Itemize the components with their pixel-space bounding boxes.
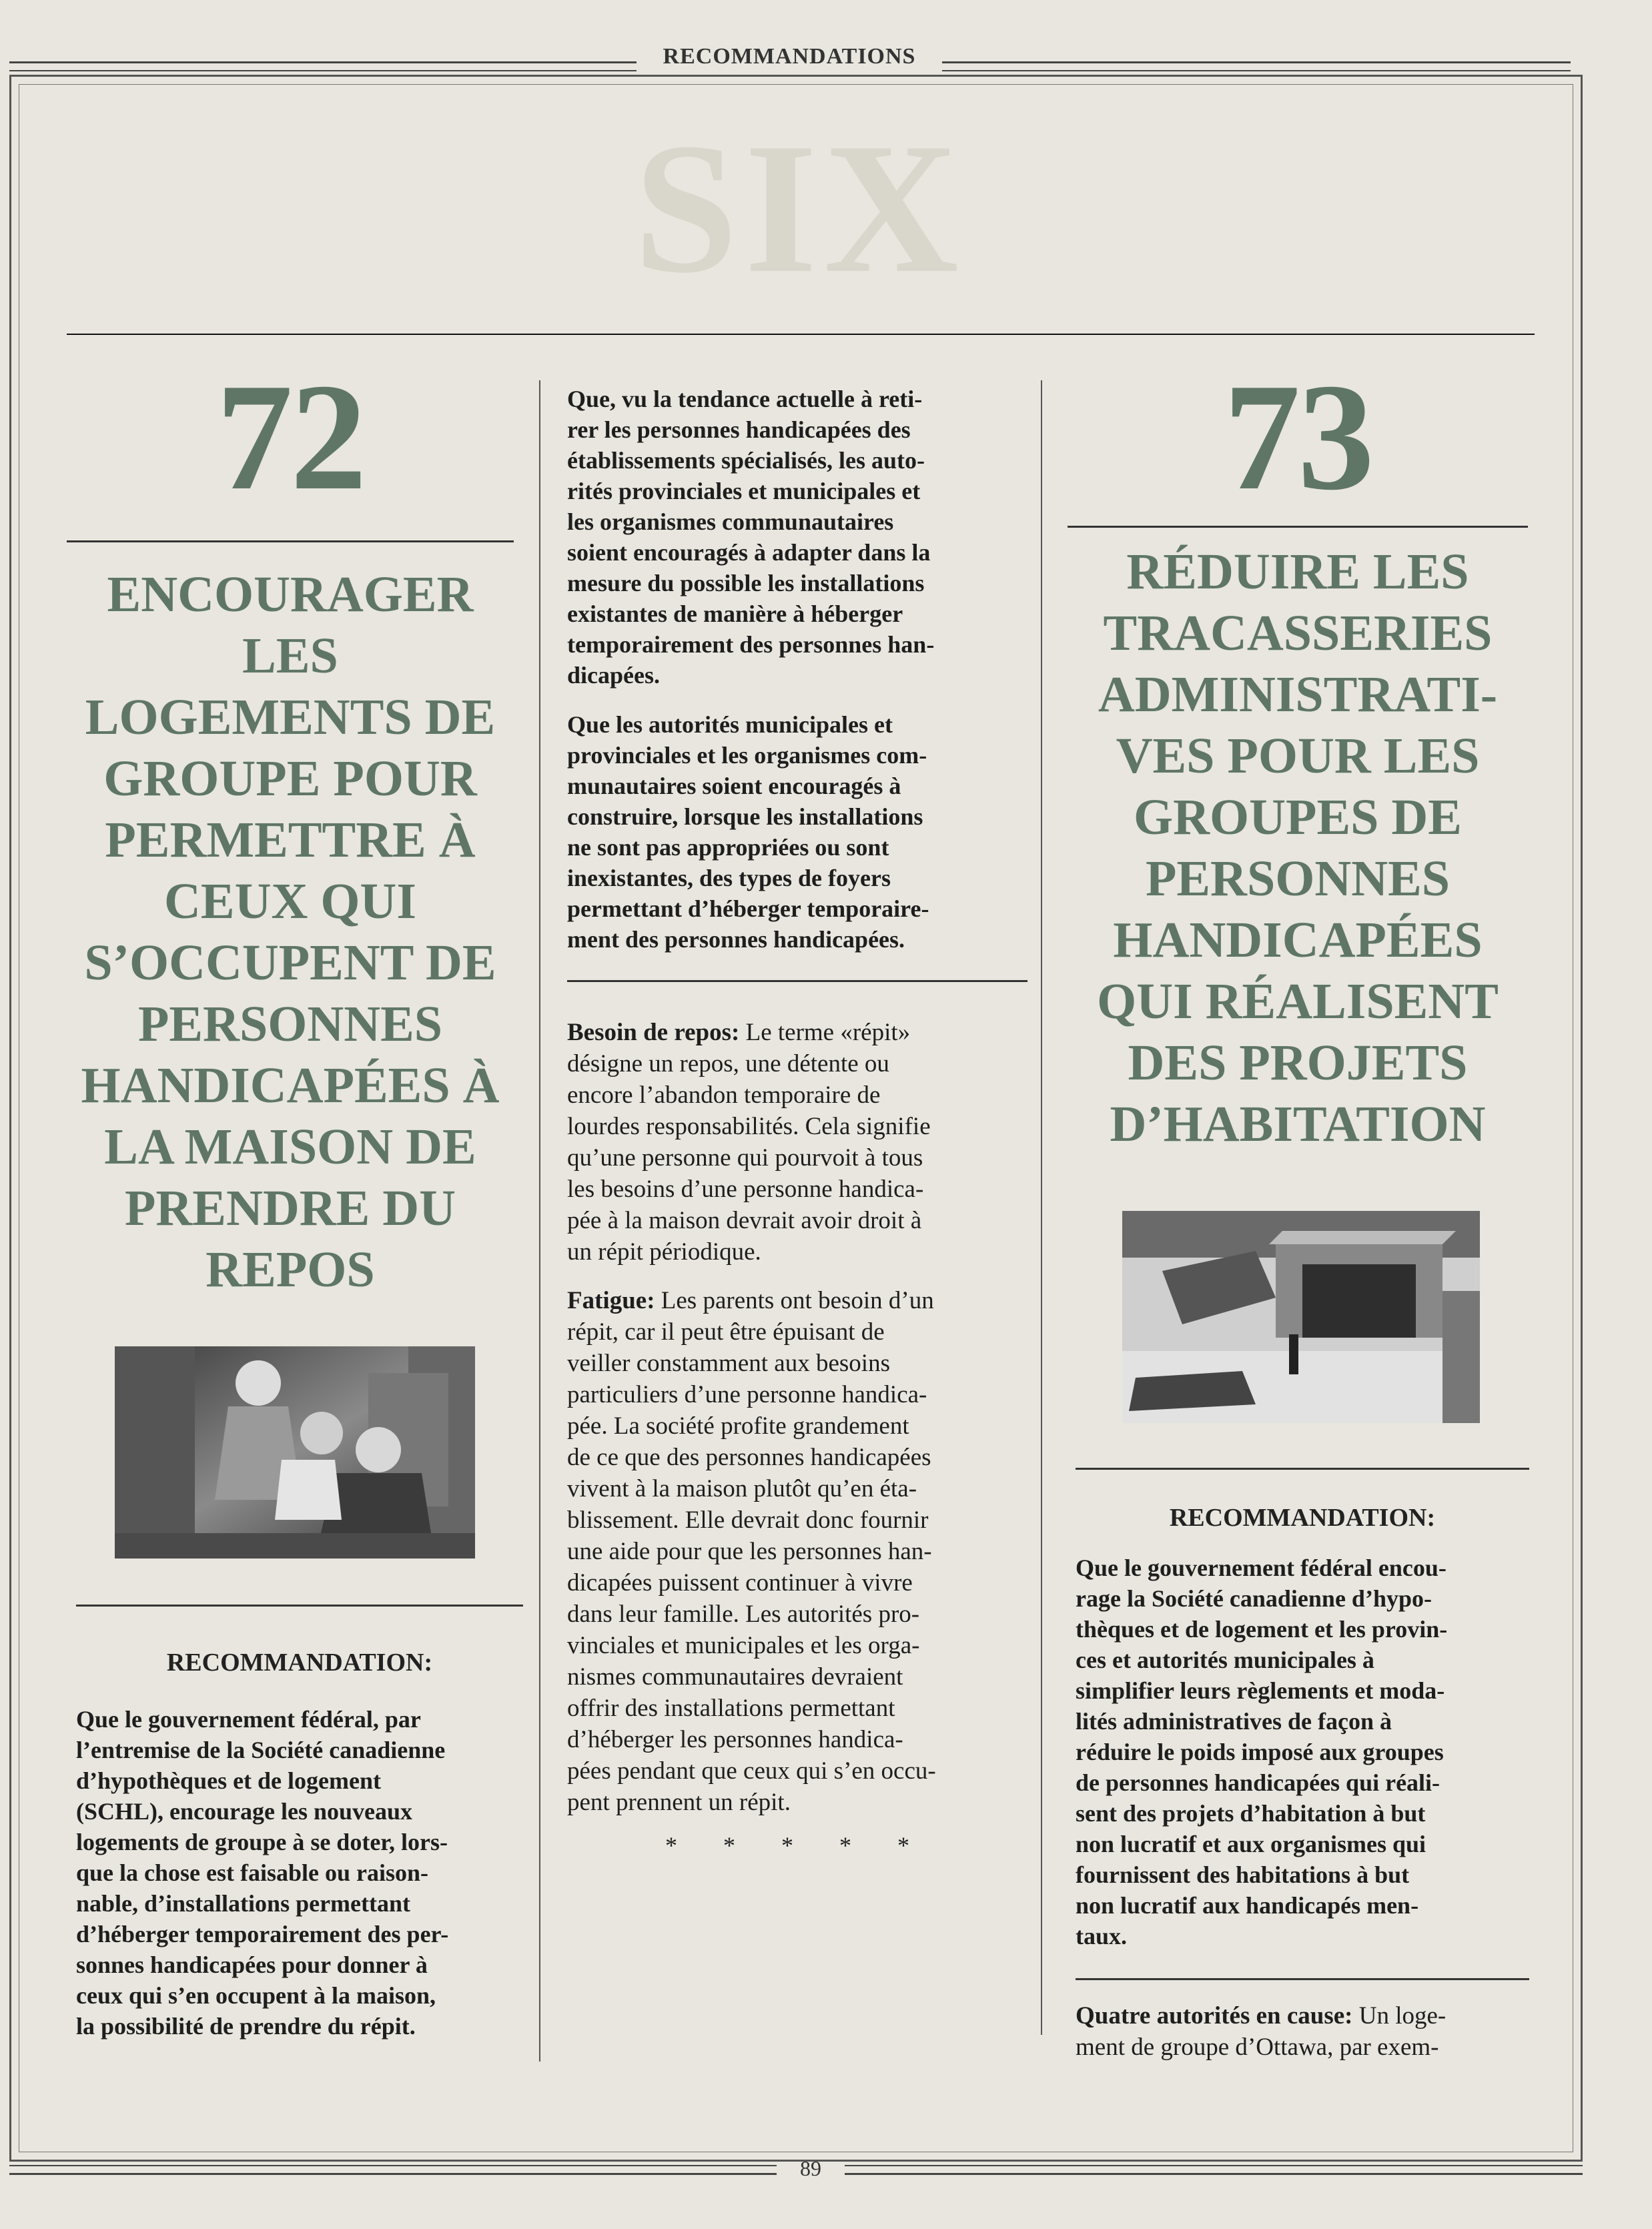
text-line: l’entremise de la Société canadienne bbox=[76, 1737, 446, 1763]
recommendation-73-box bbox=[1076, 1468, 1529, 2063]
photo-children bbox=[115, 1346, 475, 1558]
page-number: 89 bbox=[800, 2156, 821, 2180]
text-line: répit, car il peut être épuisant de bbox=[567, 1318, 885, 1346]
paragraph-label: Besoin de repos: bbox=[567, 1019, 740, 1046]
text-line: vinciales et municipales et les orga- bbox=[567, 1632, 920, 1659]
column-separator-right bbox=[1041, 380, 1042, 2035]
ghost-heading: SIX bbox=[634, 104, 965, 312]
rec-rule bbox=[1076, 1468, 1529, 1470]
text-line: ADMINISTRATI- bbox=[1098, 666, 1498, 723]
text-line: d’héberger temporairement des per- bbox=[76, 1921, 449, 1947]
text-line: HANDICAPÉES À bbox=[81, 1057, 500, 1113]
text-line: existantes de manière à héberger bbox=[567, 600, 903, 627]
middle-recommendation-1 bbox=[567, 384, 1027, 691]
text-line: rer les personnes handicapées des bbox=[567, 416, 911, 443]
text-line: sonnes handicapées pour donner à bbox=[76, 1951, 428, 1978]
text-line: Un loge- bbox=[1352, 2002, 1447, 2030]
text-line: taux. bbox=[1076, 1923, 1128, 1949]
text-line: pent prennent un répit. bbox=[567, 1789, 791, 1816]
text-line: ne sont pas appropriées ou sont bbox=[567, 834, 889, 861]
text-line: les besoins d’une personne handica- bbox=[567, 1176, 924, 1203]
text-line: non lucratif et aux organismes qui bbox=[1076, 1831, 1426, 1857]
paragraph-quatre-autorites bbox=[1076, 2000, 1529, 2063]
text-line: blissement. Elle devrait donc fournir bbox=[567, 1506, 929, 1534]
rec-heading: RECOMMANDATION: bbox=[1169, 1504, 1436, 1532]
text-line: réduire le poids imposé aux groupes bbox=[1076, 1739, 1444, 1765]
text-line: (SCHL), encourage les nouveaux bbox=[76, 1798, 412, 1825]
text-line: vivent à la maison plutôt qu’en éta- bbox=[567, 1475, 917, 1502]
recommendation-number-73: 73 bbox=[1224, 352, 1372, 522]
text-line: Que, vu la tendance actuelle à reti- bbox=[567, 386, 923, 412]
text-line: mesure du possible les installations bbox=[567, 570, 925, 596]
text-line: la possibilité de prendre du répit. bbox=[76, 2013, 416, 2040]
recommendation-72-title bbox=[67, 564, 514, 1300]
text-line: PERSONNES bbox=[137, 996, 443, 1052]
text-line: DES PROJETS bbox=[1128, 1035, 1468, 1091]
text-line: CEUX QUI bbox=[164, 873, 416, 929]
text-line: un répit périodique. bbox=[567, 1238, 761, 1266]
text-line: d’héberger les personnes handica- bbox=[567, 1726, 903, 1753]
paragraph-besoin-de-repos bbox=[567, 1017, 1027, 1268]
rec-bottom-rule bbox=[1076, 1978, 1529, 1980]
text-line: TRACASSERIES bbox=[1103, 605, 1493, 661]
text-line: établissements spécialisés, les auto- bbox=[567, 447, 925, 474]
text-line: Que les autorités municipales et bbox=[567, 711, 893, 738]
text-line: pée. La société profite grandement bbox=[567, 1412, 909, 1440]
text-line: LOGEMENTS DE bbox=[85, 689, 496, 745]
text-line: Que le gouvernement fédéral encou- bbox=[1076, 1554, 1447, 1581]
text-line: particuliers d’une personne handica- bbox=[567, 1381, 927, 1408]
text-line: RÉDUIRE LES bbox=[1126, 544, 1469, 600]
text-line: veiller constamment aux besoins bbox=[567, 1350, 890, 1377]
text-line: pée à la maison devrait avoir droit à bbox=[567, 1207, 922, 1234]
header-rule-right bbox=[942, 61, 1571, 71]
text-line: GROUPE POUR bbox=[103, 751, 477, 807]
rec-rule bbox=[76, 1605, 523, 1607]
footer-rule-right bbox=[845, 2165, 1583, 2175]
paragraph-label: Quatre autorités en cause: bbox=[1076, 2002, 1353, 2030]
photo-construction bbox=[1122, 1211, 1480, 1423]
number-rule bbox=[1068, 526, 1528, 528]
text-line: logements de groupe à se doter, lors- bbox=[76, 1829, 448, 1855]
text-line: fournissent des habitations à but bbox=[1076, 1861, 1410, 1888]
text-line: désigne un repos, une détente ou bbox=[567, 1050, 889, 1077]
text-line: GROUPES DE bbox=[1134, 789, 1462, 845]
text-line: sent des projets d’habitation à but bbox=[1076, 1800, 1426, 1827]
text-line: soient encouragés à adapter dans la bbox=[567, 539, 931, 566]
text-line: construire, lorsque les installations bbox=[567, 803, 923, 830]
text-line: S’OCCUPENT DE bbox=[84, 935, 496, 991]
text-line: une aide pour que les personnes han- bbox=[567, 1538, 932, 1565]
column-separator-left bbox=[539, 380, 540, 2062]
recommendation-73-text bbox=[1076, 1552, 1529, 1951]
text-line: dans leur famille. Les autorités pro- bbox=[567, 1601, 920, 1628]
text-line: lités administratives de façon à bbox=[1076, 1708, 1392, 1735]
text-line: simplifier leurs règlements et moda- bbox=[1076, 1677, 1445, 1704]
recommendation-number-72: 72 bbox=[216, 352, 364, 522]
text-line: dicapées puissent continuer à vivre bbox=[567, 1569, 913, 1597]
text-line: de ce que des personnes handicapées bbox=[567, 1444, 931, 1471]
text-line: D’HABITATION bbox=[1110, 1096, 1486, 1152]
text-line: les organismes communautaires bbox=[567, 508, 894, 535]
text-line: dicapées. bbox=[567, 662, 660, 689]
text-line: ment des personnes handicapées. bbox=[567, 926, 905, 953]
text-line: nable, d’installations permettant bbox=[76, 1890, 411, 1917]
header-rule-left bbox=[9, 61, 637, 71]
text-line: PRENDRE DU bbox=[124, 1180, 456, 1236]
text-line: REPOS bbox=[205, 1242, 375, 1298]
recommendation-73-title bbox=[1068, 541, 1528, 1155]
text-line: ENCOURAGER bbox=[107, 566, 474, 622]
running-head: RECOMMANDATIONS bbox=[663, 44, 916, 69]
text-line: QUI RÉALISENT bbox=[1097, 973, 1499, 1029]
text-line: encore l’abandon temporaire de bbox=[567, 1081, 881, 1109]
recommendation-72-box bbox=[76, 1605, 523, 2042]
number-rule bbox=[67, 540, 514, 542]
text-line: lourdes responsabilités. Cela signifie bbox=[567, 1113, 931, 1140]
children-photo-icon bbox=[115, 1346, 475, 1558]
text-line: permettant d’héberger temporaire- bbox=[567, 895, 929, 922]
recommendation-72-column bbox=[67, 352, 514, 1300]
middle-rule bbox=[567, 980, 1027, 982]
text-line: nismes communautaires devraient bbox=[567, 1663, 903, 1691]
rec-heading: RECOMMANDATION: bbox=[166, 1649, 433, 1677]
paragraph-fatigue bbox=[567, 1285, 1027, 1818]
text-line: temporairement des personnes han- bbox=[567, 631, 935, 658]
top-divider bbox=[67, 334, 1535, 335]
text-line: qu’une personne qui pourvoit à tous bbox=[567, 1144, 923, 1172]
text-line: HANDICAPÉES bbox=[1113, 912, 1483, 968]
text-line: d’hypothèques et de logement bbox=[76, 1767, 381, 1794]
text-line: VES POUR LES bbox=[1116, 728, 1480, 784]
text-line: offrir des installations permettant bbox=[567, 1695, 895, 1722]
recommendation-72-text bbox=[76, 1704, 523, 2042]
construction-photo-icon bbox=[1122, 1211, 1480, 1423]
text-line: LES bbox=[242, 628, 338, 684]
paragraph-label: Fatigue: bbox=[567, 1287, 655, 1314]
section-end-stars: * * * * * bbox=[665, 1832, 929, 1859]
text-line: de personnes handicapées qui réali- bbox=[1076, 1769, 1440, 1796]
text-line: PERSONNES bbox=[1145, 851, 1451, 907]
middle-recommendation-2 bbox=[567, 709, 1027, 955]
text-line: LA MAISON DE bbox=[104, 1119, 476, 1175]
text-line: ceux qui s’en occupent à la maison, bbox=[76, 1982, 436, 2009]
text-line: thèques et de logement et les provin- bbox=[1076, 1616, 1448, 1643]
text-line: inexistantes, des types de foyers bbox=[567, 865, 891, 891]
text-line: non lucratif aux handicapés men- bbox=[1076, 1892, 1419, 1919]
recommendation-73-column bbox=[1068, 352, 1528, 1155]
text-line: pées pendant que ceux qui s’en occu- bbox=[567, 1757, 936, 1785]
text-line: que la chose est faisable ou raison- bbox=[76, 1859, 429, 1886]
text-line: PERMETTRE À bbox=[105, 812, 476, 868]
text-line: Le terme «répit» bbox=[739, 1019, 911, 1046]
text-line: rités provinciales et municipales et bbox=[567, 478, 921, 504]
text-line: munautaires soient encouragés à bbox=[567, 773, 901, 799]
text-line: ces et autorités municipales à bbox=[1076, 1647, 1374, 1673]
middle-column bbox=[567, 384, 1027, 1859]
text-line: Les parents ont besoin d’un bbox=[655, 1287, 934, 1314]
text-line: rage la Société canadienne d’hypo- bbox=[1076, 1585, 1432, 1612]
footer-rule-left bbox=[9, 2165, 777, 2175]
text-line: ment de groupe d’Ottawa, par exem- bbox=[1076, 2034, 1439, 2061]
text-line: Que le gouvernement fédéral, par bbox=[76, 1706, 421, 1733]
text-line: provinciales et les organismes com- bbox=[567, 742, 927, 769]
